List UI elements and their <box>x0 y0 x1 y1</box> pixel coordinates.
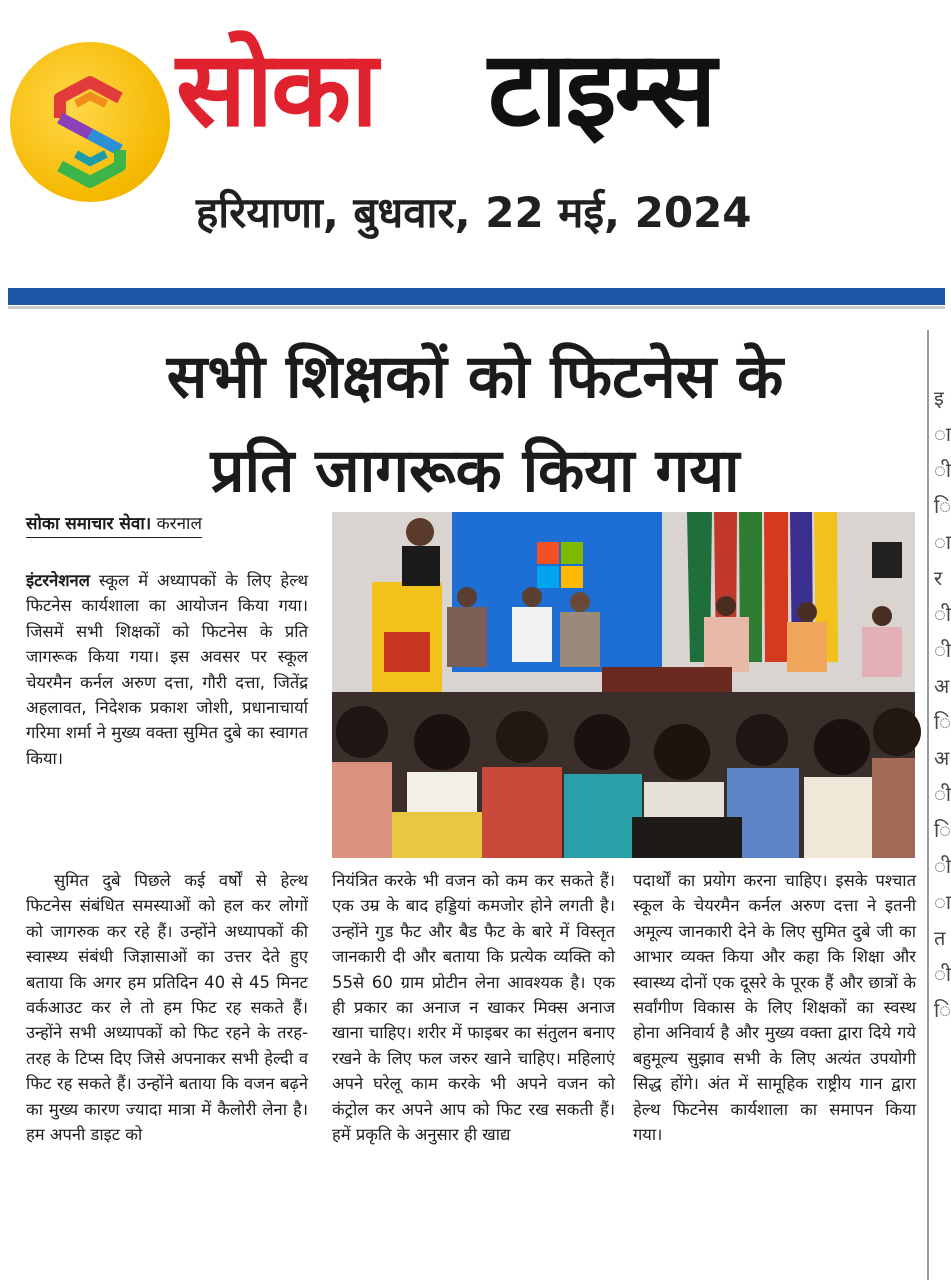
byline-place: करनाल <box>156 514 202 534</box>
article-column-1-top <box>26 568 308 868</box>
lead-word: इंटरनेशनल <box>26 571 90 590</box>
byline <box>26 512 202 538</box>
soka-logo-icon <box>10 42 170 202</box>
article-paragraph-intro <box>26 568 308 771</box>
brand-name-part2: टाइम्स <box>488 28 715 150</box>
headline-line-1: सभी शिक्षकों को फिटनेस के <box>166 342 784 412</box>
article-column-1 <box>26 868 308 1280</box>
article-column-3 <box>633 868 916 1280</box>
article-paragraph: नियंत्रित करके भी वजन को कम कर सकते हैं। एक उम्र के बाद हड्डियां कमजोर होने लगती है। उन्होंने गुड फैट और बैड फैट के बारे में विस्तृत जानकारी दी और बताया कि प्रत्येक व्यक्ति को 55से 60 ग्राम प्रोटीन लेना आवश्यक है। एक ही प्रकार का अनाज न खाकर मिक्स अनाज खाना चाहिए। शरीर में फाइबर का संतुलन बनाए रखने के लिए फल जरुर खाने चाहिए। महिलाएं अपने घरेलू काम करके भी अपने वजन को कंट्रोल कर अपने आप को फिट रख सकती हैं। हमें प्रकृति के अनुसार ही खाद्य <box>332 871 615 1145</box>
dateline: हरियाणा, बुधवार, 22 मई, 2024 <box>196 188 752 237</box>
event-photo <box>332 512 915 858</box>
article-paragraph: पदार्थों का प्रयोग करना चाहिए। इसके पश्चात स्कूल के चेयरमैन कर्नल अरुण दत्ता ने इतनी अमूल्य जानकारी देने के लिए सुमित दुबे जी का आभार व्यक्त किया और कहा कि शिक्षा और स्वास्थ्य दोनों एक दूसरे के पूरक हैं और छात्रों के सर्वांगीण विकास के लिए शिक्षकों का स्वस्थ होना अनिवार्य है और मुख्य वक्ता द्वारा दिये गये बहुमूल्य सुझाव सभी के लिए अत्यंत उपयोगी सिद्ध होंगे। अंत में सामूहिक राष्ट्रीय गान द्वारा हेल्थ फिटनेस कार्यशाला का समापन किया गया। <box>633 871 916 1145</box>
byline-agency: सोका समाचार सेवा। <box>26 514 152 534</box>
article-headline <box>40 330 910 518</box>
adjacent-page-sliver: इ ा ी ि ा र ी ी अ ि अ ी ि ी ा त ी ि <box>934 386 951 1022</box>
headline-line-2: प्रति जागरूक किया गया <box>210 436 740 506</box>
brand-name-part1: सोका <box>176 28 377 150</box>
article-paragraph: सुमित दुबे पिछले कई वर्षों से हेल्थ फिटनेस संबंधित समस्याओं को हल कर लोगों को जागरुक कर रहे हैं। उन्होंने अध्यापकों की स्वास्थ्य संबंधी जिज्ञासाओं का उत्तर देते हुए बताया कि अगर हम प्रतिदिन 40 से 45 मिनट वर्कआउट कर ले तो हम फिट रह सकते हैं। उन्होंने सभी अध्यापकों को फिट रहने के तरह-तरह के टिप्स दिए जिसे अपनाकर सभी हेल्दी व फिट रह सकते हैं। उन्होंने बताया कि वजन बढ़ने का मुख्य कारण ज्यादा मात्रा में कैलोरी लेना है। हम अपनी डाइट को <box>26 871 308 1145</box>
masthead-rule-shadow <box>8 306 945 309</box>
article-column-2 <box>332 868 615 1280</box>
intro-text: स्कूल में अध्यापकों के लिए हेल्थ फिटनेस कार्यशाला का आयोजन किया गया। जिसमें सभी शिक्षकों को फिटनेस के प्रति जागरूक किया गया। इस अवसर पर स्कूल चेयरमैन कर्नल अरुण दत्ता, गौरी दत्ता, जितेंद्र अहलावत, निदेशक प्रकाश जोशी, प्रधानाचार्या गरिमा शर्मा ने मुख्य वक्ता सुमित दुबे का स्वागत किया। <box>26 571 308 768</box>
column-divider <box>927 330 929 1280</box>
masthead-brand <box>176 10 826 160</box>
masthead-rule <box>8 288 945 305</box>
